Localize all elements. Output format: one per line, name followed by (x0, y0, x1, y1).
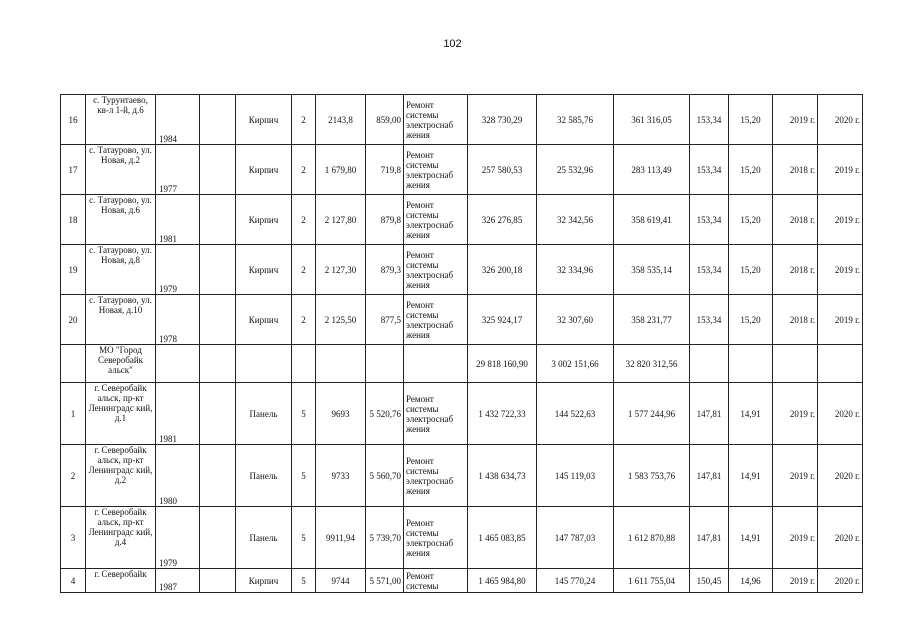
rate-extra-cell: 14,96 (729, 569, 773, 593)
cost-fund-cell: 1 465 984,80 (468, 569, 537, 593)
start-year-cell: 2019 г. (773, 569, 818, 593)
rate-extra-cell: 15,20 (729, 245, 773, 295)
row-number: 2 (61, 445, 86, 507)
floors-cell: 5 (292, 569, 316, 593)
rate-extra-cell: 14,91 (729, 507, 773, 569)
year-built-cell: 1978 (156, 295, 200, 345)
floors-cell: 2 (292, 295, 316, 345)
address-cell: с. Татаурово, ул. Новая, д.10 (86, 295, 156, 345)
row-number: 3 (61, 507, 86, 569)
empty-cell (200, 195, 236, 245)
total-cost-cell: 32 820 312,56 (614, 345, 690, 383)
row-number: 17 (61, 145, 86, 195)
cost-owner-cell: 145 119,03 (537, 445, 614, 507)
work-type-cell: Ремонт системы электроснаб жения (404, 95, 468, 145)
floors-cell: 2 (292, 245, 316, 295)
rate-extra-cell: 15,20 (729, 95, 773, 145)
end-year-cell: 2020 г. (818, 383, 863, 445)
cost-owner-cell: 32 585,76 (537, 95, 614, 145)
row-number: 20 (61, 295, 86, 345)
empty-cell (200, 383, 236, 445)
living-area-cell (366, 345, 404, 383)
address-cell: с. Татаурово, ул. Новая, д.8 (86, 245, 156, 295)
total-area-cell: 9911,94 (316, 507, 366, 569)
wall-material-cell: Панель (236, 383, 292, 445)
wall-material-cell: Кирпич (236, 245, 292, 295)
work-type-cell: Ремонт системы электроснаб жения (404, 445, 468, 507)
total-cost-cell: 358 619,41 (614, 195, 690, 245)
row-number: 4 (61, 569, 86, 593)
cost-fund-cell: 257 580,53 (468, 145, 537, 195)
floors-cell (292, 345, 316, 383)
start-year-cell: 2018 г. (773, 195, 818, 245)
cost-owner-cell: 32 307,60 (537, 295, 614, 345)
year-built-cell: 1980 (156, 445, 200, 507)
rate-per-sqm-cell: 153,34 (690, 195, 729, 245)
total-area-cell: 2 127,30 (316, 245, 366, 295)
table-row (61, 507, 863, 569)
empty-cell (200, 445, 236, 507)
row-number: 16 (61, 95, 86, 145)
end-year-cell: 2019 г. (818, 295, 863, 345)
rate-extra-cell: 15,20 (729, 295, 773, 345)
row-number (61, 345, 86, 383)
empty-cell (200, 245, 236, 295)
end-year-cell: 2020 г. (818, 569, 863, 593)
rate-per-sqm-cell: 153,34 (690, 295, 729, 345)
start-year-cell: 2018 г. (773, 145, 818, 195)
rate-extra-cell: 14,91 (729, 445, 773, 507)
cost-owner-cell: 32 334,96 (537, 245, 614, 295)
cost-fund-cell: 326 276,85 (468, 195, 537, 245)
floors-cell: 5 (292, 445, 316, 507)
floors-cell: 2 (292, 95, 316, 145)
housing-repair-table (60, 94, 863, 593)
end-year-cell: 2020 г. (818, 445, 863, 507)
total-area-cell: 9744 (316, 569, 366, 593)
wall-material-cell (236, 345, 292, 383)
total-cost-cell: 1 612 870,88 (614, 507, 690, 569)
total-area-cell: 9733 (316, 445, 366, 507)
living-area-cell: 719,8 (366, 145, 404, 195)
floors-cell: 5 (292, 507, 316, 569)
empty-cell (200, 145, 236, 195)
start-year-cell (773, 345, 818, 383)
rate-per-sqm-cell: 150,45 (690, 569, 729, 593)
year-built-cell: 1981 (156, 195, 200, 245)
address-cell: г. Северобайк (86, 569, 156, 593)
work-type-cell: Ремонт системы электроснаб жения (404, 295, 468, 345)
total-cost-cell: 1 577 244,96 (614, 383, 690, 445)
work-type-cell: Ремонт системы электроснаб жения (404, 145, 468, 195)
table-row (61, 245, 863, 295)
rate-extra-cell (729, 345, 773, 383)
year-built-cell: 1979 (156, 245, 200, 295)
total-cost-cell: 358 231,77 (614, 295, 690, 345)
living-area-cell: 5 739,70 (366, 507, 404, 569)
work-type-cell: Ремонт системы электроснаб жения (404, 245, 468, 295)
living-area-cell: 5 571,00 (366, 569, 404, 593)
start-year-cell: 2019 г. (773, 95, 818, 145)
start-year-cell: 2018 г. (773, 295, 818, 345)
work-type-cell (404, 345, 468, 383)
table-row (61, 95, 863, 145)
address-cell: г. Северобайк альск, пр-кт Ленинградс кий, д.4 (86, 507, 156, 569)
rate-per-sqm-cell: 147,81 (690, 507, 729, 569)
year-built-cell: 1987 (156, 569, 200, 593)
year-built-cell: 1981 (156, 383, 200, 445)
start-year-cell: 2019 г. (773, 383, 818, 445)
total-cost-cell: 283 113,49 (614, 145, 690, 195)
address-cell: г. Северобайк альск, пр-кт Ленинградс кий, д.1 (86, 383, 156, 445)
address-cell: с. Татаурово, ул. Новая, д.6 (86, 195, 156, 245)
row-number: 1 (61, 383, 86, 445)
end-year-cell: 2019 г. (818, 245, 863, 295)
row-number: 18 (61, 195, 86, 245)
rate-per-sqm-cell: 153,34 (690, 95, 729, 145)
rate-extra-cell: 14,91 (729, 383, 773, 445)
rate-per-sqm-cell: 153,34 (690, 145, 729, 195)
wall-material-cell: Кирпич (236, 95, 292, 145)
total-cost-cell: 1 611 755,04 (614, 569, 690, 593)
year-built-cell: 1984 (156, 95, 200, 145)
table-row (61, 569, 863, 593)
end-year-cell: 2020 г. (818, 95, 863, 145)
living-area-cell: 5 560,70 (366, 445, 404, 507)
total-area-cell: 2 125,50 (316, 295, 366, 345)
floors-cell: 2 (292, 145, 316, 195)
end-year-cell: 2019 г. (818, 145, 863, 195)
year-built-cell: 1977 (156, 145, 200, 195)
end-year-cell: 2019 г. (818, 195, 863, 245)
start-year-cell: 2019 г. (773, 507, 818, 569)
empty-cell (200, 507, 236, 569)
address-cell: г. Северобайк альск, пр-кт Ленинградс кий, д.2 (86, 445, 156, 507)
total-area-cell: 2143,8 (316, 95, 366, 145)
cost-fund-cell: 29 818 160,90 (468, 345, 537, 383)
work-type-cell: Ремонт системы электроснаб жения (404, 195, 468, 245)
total-cost-cell: 1 583 753,76 (614, 445, 690, 507)
work-type-cell: Ремонт системы электроснаб жения (404, 507, 468, 569)
start-year-cell: 2018 г. (773, 245, 818, 295)
table-row (61, 383, 863, 445)
rate-per-sqm-cell (690, 345, 729, 383)
cost-fund-cell: 1 432 722,33 (468, 383, 537, 445)
total-area-cell: 2 127,80 (316, 195, 366, 245)
cost-owner-cell: 147 787,03 (537, 507, 614, 569)
work-type-cell: Ремонт системы электроснаб жения (404, 383, 468, 445)
year-built-cell (156, 345, 200, 383)
end-year-cell: 2020 г. (818, 507, 863, 569)
cost-fund-cell: 1 465 083,85 (468, 507, 537, 569)
address-cell: с. Турунтаево, кв-л 1-й, д.6 (86, 95, 156, 145)
address-cell: с. Татаурово, ул. Новая, д.2 (86, 145, 156, 195)
total-area-cell: 9693 (316, 383, 366, 445)
end-year-cell (818, 345, 863, 383)
page-number: 102 (443, 38, 462, 50)
living-area-cell: 859,00 (366, 95, 404, 145)
floors-cell: 2 (292, 195, 316, 245)
table-row (61, 345, 863, 383)
wall-material-cell: Панель (236, 445, 292, 507)
living-area-cell: 879,3 (366, 245, 404, 295)
cost-owner-cell: 145 770,24 (537, 569, 614, 593)
living-area-cell: 879,8 (366, 195, 404, 245)
living-area-cell: 5 520,76 (366, 383, 404, 445)
wall-material-cell: Кирпич (236, 195, 292, 245)
cost-owner-cell: 144 522,63 (537, 383, 614, 445)
cost-fund-cell: 325 924,17 (468, 295, 537, 345)
wall-material-cell: Панель (236, 507, 292, 569)
total-area-cell (316, 345, 366, 383)
address-cell: МО "Город Северобайк альск" (86, 345, 156, 383)
cost-fund-cell: 1 438 634,73 (468, 445, 537, 507)
wall-material-cell: Кирпич (236, 569, 292, 593)
rate-per-sqm-cell: 147,81 (690, 445, 729, 507)
table-row (61, 295, 863, 345)
wall-material-cell: Кирпич (236, 145, 292, 195)
cost-owner-cell: 25 532,96 (537, 145, 614, 195)
work-type-cell: Ремонт системы (404, 569, 468, 593)
total-cost-cell: 361 316,05 (614, 95, 690, 145)
wall-material-cell: Кирпич (236, 295, 292, 345)
empty-cell (200, 569, 236, 593)
table-row (61, 195, 863, 245)
cost-owner-cell: 32 342,56 (537, 195, 614, 245)
start-year-cell: 2019 г. (773, 445, 818, 507)
cost-fund-cell: 326 200,18 (468, 245, 537, 295)
cost-owner-cell: 3 002 151,66 (537, 345, 614, 383)
rate-extra-cell: 15,20 (729, 195, 773, 245)
rate-per-sqm-cell: 153,34 (690, 245, 729, 295)
year-built-cell: 1979 (156, 507, 200, 569)
table-row (61, 445, 863, 507)
row-number: 19 (61, 245, 86, 295)
cost-fund-cell: 328 730,29 (468, 95, 537, 145)
rate-per-sqm-cell: 147,81 (690, 383, 729, 445)
table-row (61, 145, 863, 195)
empty-cell (200, 295, 236, 345)
total-area-cell: 1 679,80 (316, 145, 366, 195)
living-area-cell: 877,5 (366, 295, 404, 345)
floors-cell: 5 (292, 383, 316, 445)
empty-cell (200, 95, 236, 145)
rate-extra-cell: 15,20 (729, 145, 773, 195)
total-cost-cell: 358 535,14 (614, 245, 690, 295)
empty-cell (200, 345, 236, 383)
